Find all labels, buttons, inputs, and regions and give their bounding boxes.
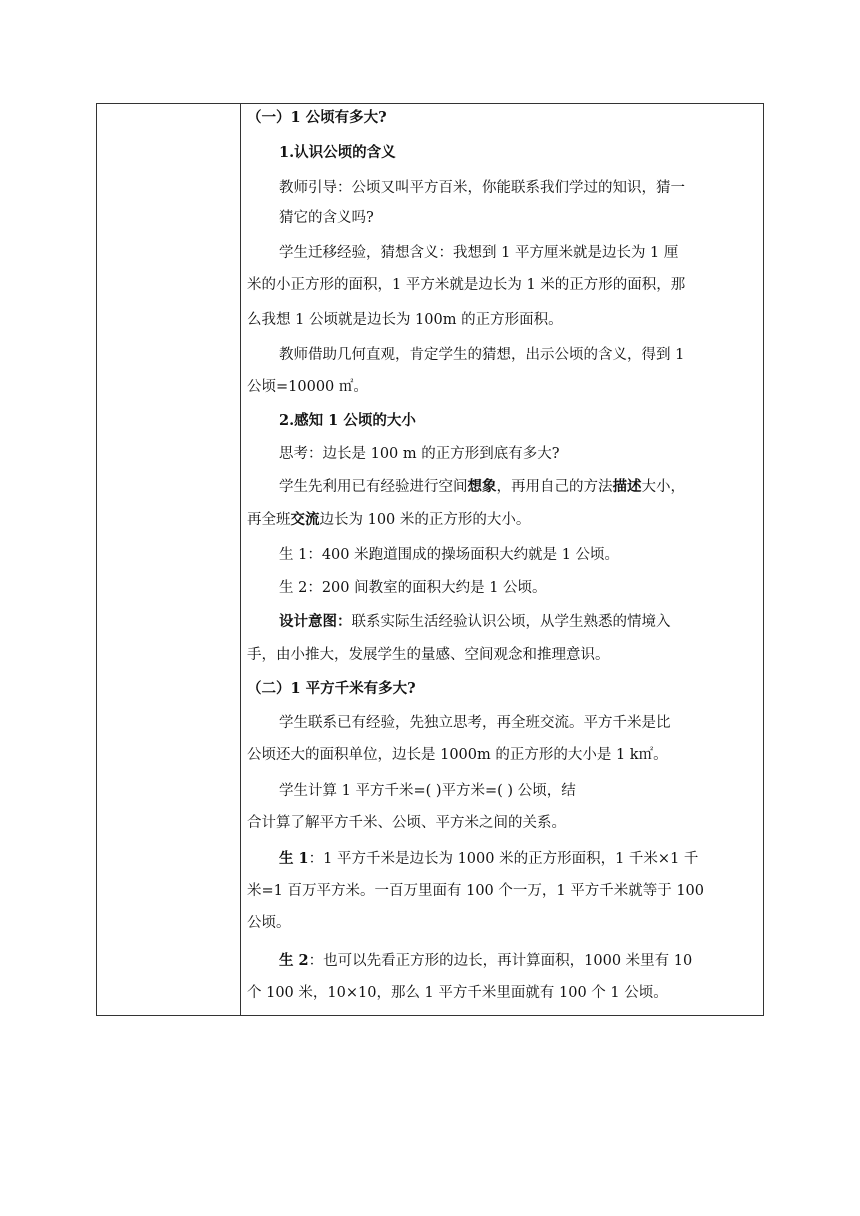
paragraph-line: 米的小正方形的面积，1 平方米就是边长为 1 米的正方形的面积，那 — [247, 277, 686, 293]
paragraph-line: 手，由小推大，发展学生的量感、空间观念和推理意识。 — [247, 647, 610, 663]
paragraph-line: 教师引导：公顷又叫平方百米，你能联系我们学过的知识，猜一 — [279, 180, 685, 196]
student-label: 生 2 — [279, 952, 309, 969]
text-run: ：1 平方千米是边长为 1000 米的正方形面积，1 千米×1 千 — [308, 851, 699, 867]
section-2-title: （二）1 平方千米有多大? — [247, 680, 416, 697]
emphasis-text: 想象 — [467, 478, 497, 495]
paragraph-line: 思考：边长是 100 m 的正方形到底有多大? — [279, 446, 560, 462]
paragraph-line: 猜它的含义吗? — [279, 210, 374, 226]
text-run: 再全班 — [247, 512, 291, 528]
text-run: 学生先利用已有经验进行空间 — [279, 479, 468, 495]
paragraph-line — [279, 612, 671, 632]
paragraph-line — [279, 951, 692, 971]
paragraph-line: 学生计算 1 平方千米=( )平方米=( ) 公顷，结 — [279, 783, 576, 799]
column-divider — [240, 104, 241, 1015]
paragraph-line: 个 100 米，10×10，那么 1 平方千米里面就有 100 个 1 公顷。 — [247, 985, 668, 1001]
text-run: 边长为 100 米的正方形的大小。 — [319, 512, 531, 528]
paragraph-line: 公顷。 — [247, 915, 291, 931]
paragraph-line: 合计算了解平方千米、公顷、平方米之间的关系。 — [247, 815, 566, 831]
subsection-1-1-title: 1.认识公顷的含义 — [279, 144, 396, 161]
text-run: ，再用自己的方法 — [496, 479, 613, 495]
design-intent-label: 设计意图： — [279, 613, 352, 630]
text-run: ：也可以先看正方形的边长，再计算面积，1000 米里有 10 — [308, 953, 693, 969]
paragraph-line — [279, 849, 698, 869]
paragraph-line: 公顷还大的面积单位，边长是 1000m 的正方形的大小是 1 k㎡。 — [247, 747, 668, 763]
paragraph-line: 教师借助几何直观，肯定学生的猜想，出示公顷的含义，得到 1 — [279, 347, 685, 363]
paragraph-line: 生 2：200 间教室的面积大约是 1 公顷。 — [279, 580, 547, 596]
paragraph-line — [279, 477, 685, 497]
paragraph-line: 么我想 1 公顷就是边长为 100m 的正方形面积。 — [247, 312, 563, 328]
paragraph-line — [247, 510, 530, 530]
emphasis-text: 交流 — [290, 511, 320, 528]
paragraph-line: 学生联系已有经验，先独立思考，再全班交流。平方千米是比 — [279, 715, 671, 731]
student-label: 生 1 — [279, 850, 309, 867]
subsection-1-2-title: 2.感知 1 公顷的大小 — [279, 412, 416, 429]
section-1-title: （一）1 公顷有多大? — [247, 109, 387, 126]
paragraph-line: 米=1 百万平方米。一百万里面有 100 个一万，1 平方千米就等于 100 — [247, 883, 704, 899]
text-run: 大小， — [641, 479, 685, 495]
paragraph-line: 生 1：400 米跑道围成的操场面积大约就是 1 公顷。 — [279, 547, 620, 563]
text-run: 联系实际生活经验认识公顷，从学生熟悉的情境入 — [351, 614, 671, 630]
paragraph-line: 学生迁移经验，猜想含义：我想到 1 平方厘米就是边长为 1 厘 — [279, 245, 679, 261]
lesson-table — [96, 103, 764, 1016]
emphasis-text: 描述 — [612, 478, 642, 495]
paragraph-line: 公顷=10000 ㎡。 — [247, 379, 368, 395]
